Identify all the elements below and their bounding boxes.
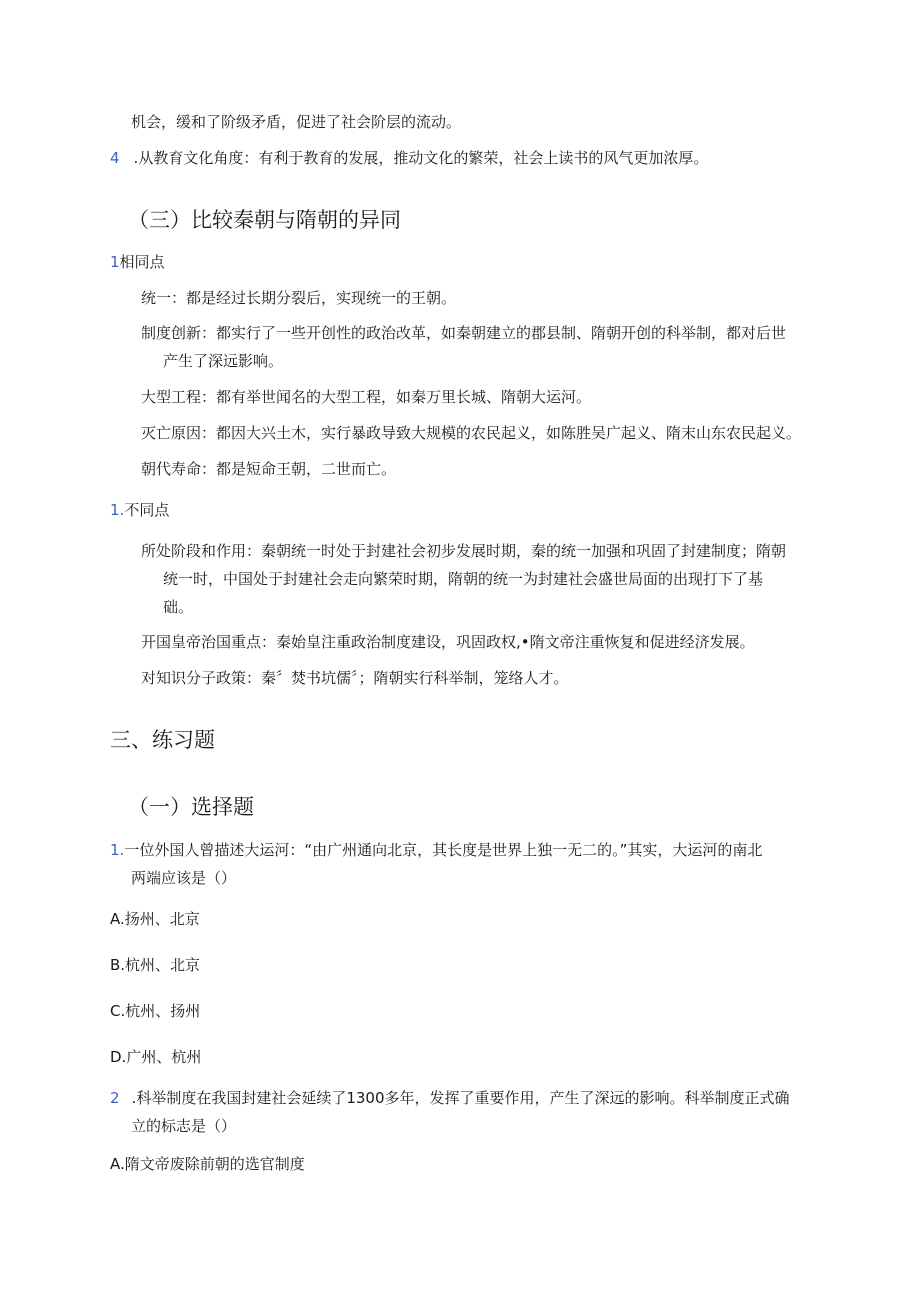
list-item-4 (110, 147, 708, 169)
item-number: 4 (110, 149, 120, 167)
item-text: .从教育文化角度：有利于教育的发展，推动文化的繁荣，社会上读书的风气更加浓厚。 (133, 149, 709, 167)
different-policy: 对知识分子政策：秦〞焚书坑儒〞；隋朝实行科举制，笼络人才。 (141, 669, 569, 687)
question-2-option-a: A.隋文帝废除前朝的选官制度 (110, 1155, 305, 1173)
similar-fall: 灭亡原因：都因大兴土木，实行暴政导致大规模的农民起义，如陈胜吴广起义、隋末山东农民起义。 (141, 424, 802, 442)
question-2-line-2: 立的标志是（） (131, 1117, 237, 1135)
question-number: 1. (110, 841, 125, 859)
question-1-line-2: 两端应该是（） (131, 869, 237, 887)
sub-heading-choice: （一）选择题 (128, 795, 254, 819)
list-item-different (110, 499, 169, 521)
question-text: 一位外国人曾描述大运河：“由广州通向北京，其长度是世界上独一无二的。”其实，大运河的南北 (124, 841, 763, 859)
question-1-option-a: A.扬州、北京 (110, 910, 200, 928)
similar-life: 朝代寿命：都是短命王朝，二世而亡。 (141, 460, 397, 478)
paragraph-continuation: 机会，缓和了阶级矛盾，促进了社会阶层的流动。 (131, 113, 462, 131)
question-1-option-d: D.广州、杭州 (110, 1048, 202, 1066)
different-stage-line-1: 所处阶段和作用：秦朝统一时处于封建社会初步发展时期，秦的统一加强和巩固了封建制度；隋朝 (141, 542, 787, 560)
different-focus: 开国皇帝治国重点：秦始皇注重政治制度建设，巩固政权,•隋文帝注重恢复和促进经济发展。 (141, 633, 755, 651)
different-stage-line-2: 统一时，中国处于封建社会走向繁荣时期，隋朝的统一为封建社会盛世局面的出现打下了基 (163, 570, 764, 588)
question-1-option-b: B.杭州、北京 (110, 956, 201, 974)
similar-system-line-2: 产生了深远影响。 (163, 352, 284, 370)
question-text: .科举制度在我国封建社会延续了1300多年，发挥了重要作用，产生了深远的影响。科举制度正式确 (131, 1089, 790, 1107)
item-number: 1. (110, 501, 125, 519)
question-number: 2 (110, 1089, 120, 1107)
question-2-line-1 (110, 1087, 790, 1109)
section-heading-compare: （三）比较秦朝与隋朝的异同 (128, 208, 401, 232)
item-number: 1 (110, 253, 120, 271)
question-1-option-c: C.杭州、扬州 (110, 1002, 201, 1020)
list-item-similar (110, 251, 165, 273)
item-label: 不同点 (124, 501, 170, 519)
item-label: 相同点 (119, 253, 165, 271)
different-stage-line-3: 础。 (163, 598, 194, 616)
similar-unify: 统一：都是经过长期分裂后，实现统一的王朝。 (141, 289, 457, 307)
section-heading-exercise: 三、练习题 (110, 728, 215, 752)
question-1-line-1 (110, 839, 762, 861)
similar-system-line-1: 制度创新：都实行了一些开创性的政治改革，如秦朝建立的郡县制、隋朝开创的科举制，都对后世 (141, 324, 787, 342)
similar-project: 大型工程：都有举世闻名的大型工程，如秦万里长城、隋朝大运河。 (141, 388, 592, 406)
